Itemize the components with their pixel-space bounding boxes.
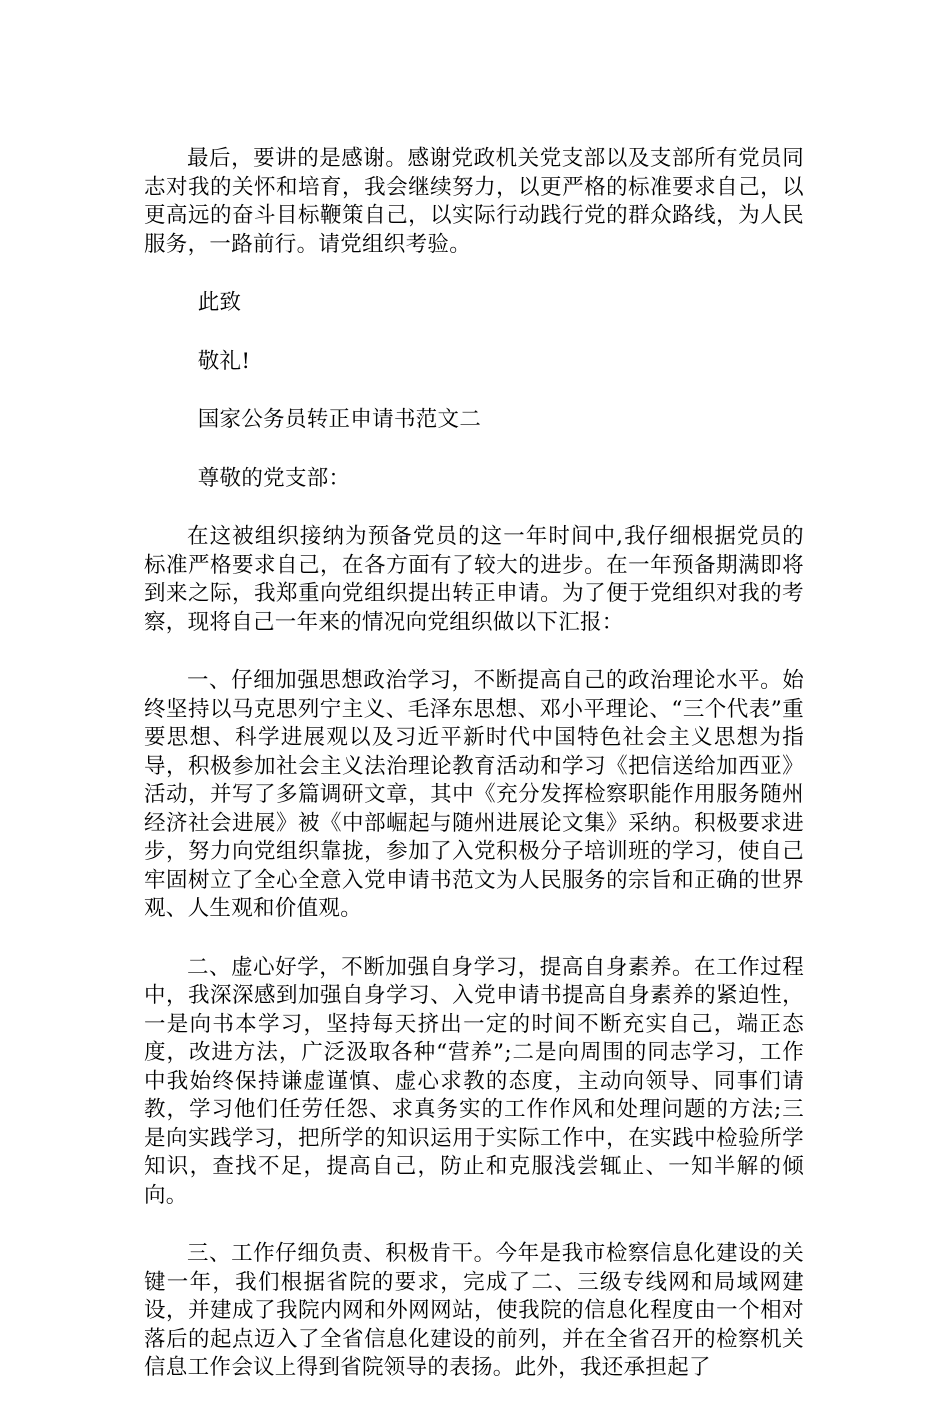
document-page <box>144 145 804 1413</box>
paragraph-intro: 在这被组织接纳为预备党员的这一年时间中,我仔细根据党员的标准严格要求自己，在各方面有了较大的进步。在一年预备期满即将到来之际，我郑重向党组织提出转正申请。为了便于党组织对我的考察，现将自己一年来的情况向党组织做以下汇报： <box>144 524 804 635</box>
paragraph-point-3: 三、工作仔细负责、积极肯干。今年是我市检察信息化建设的关键一年，我们根据省院的要求，完成了二、三级专线网和局域网建设，并建成了我院内网和外网网站，使我院的信息化程度由一个相对落后的起点迈入了全省信息化建设的前列，并在全省召开的检察机关信息工作会议上得到省院领导的表扬。此外，我还承担起了 <box>144 1241 804 1380</box>
paragraph-point-1: 一、仔细加强思想政治学习，不断提高自己的政治理论水平。始终坚持以马克思列宁主义、毛泽东思想、邓小平理论、“三个代表”重要思想、科学进展观以及习近平新时代中国特色社会主义思想为指导，积极参加社会主义法治理论教育活动和学习《把信送给加西亚》活动，并写了多篇调研文章，其中《充分发挥检察职能作用服务随州经济社会进展》被《中部崛起与随州进展论文集》采纳。积极要求进步，努力向党组织靠拢，参加了入党积极分子培训班的学习，使自己牢固树立了全心全意入党申请书范文为人民服务的宗旨和正确的世界观、人生观和价值观。 <box>144 668 804 921</box>
paragraph-point-2: 二、虚心好学，不断加强自身学习，提高自身素养。在工作过程中，我深深感到加强自身学习、入党申请书提高自身素养的紧迫性，一是向书本学习，坚持每天挤出一定的时间不断充实自己，端正态度，改进方法，广泛汲取各种“营养”;二是向周围的同志学习，工作中我始终保持谦虚谨慎、虚心求教的态度，主动向领导、同事们请教，学习他们任劳任怨、求真务实的工作作风和处理问题的方法;三是向实践学习，把所学的知识运用于实际工作中，在实践中检验所学知识，查找不足，提高自己，防止和克服浅尝辄止、一知半解的倾向。 <box>144 954 804 1208</box>
closing-cizhi: 此致 <box>197 290 242 315</box>
paragraph-thanks: 最后，要讲的是感谢。感谢党政机关党支部以及支部所有党员同志对我的关怀和培育，我会继续努力，以更严格的标准要求自己，以更高远的奋斗目标鞭策自己，以实际行动践行党的群众路线，为人民服务，一路前行。请党组织考验。 <box>144 146 804 257</box>
salutation: 尊敬的党支部： <box>197 465 351 491</box>
section-heading: 国家公务员转正申请书范文二 <box>197 407 482 432</box>
closing-jingli: 敬礼! <box>197 348 251 374</box>
